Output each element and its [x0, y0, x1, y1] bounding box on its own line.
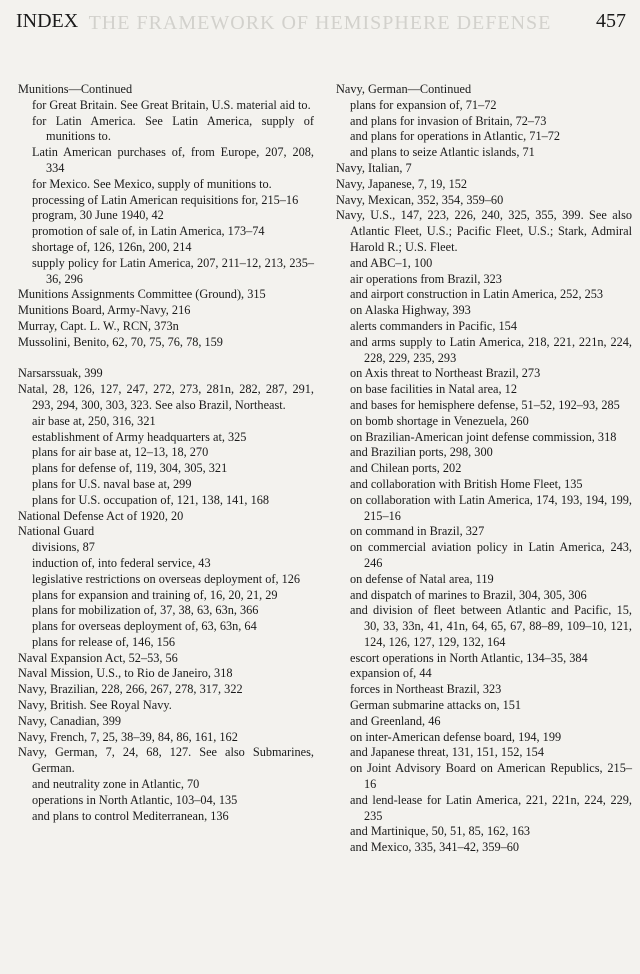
index-subentry: and collaboration with British Home Fleet, 135 — [350, 476, 583, 491]
index-entry: Navy, Brazilian, 228, 266, 267, 278, 317, 322 — [18, 682, 243, 697]
index-entry: Munitions—Continued — [18, 82, 133, 96]
index-subentry: on collaboration with Latin America, 174, 193, 194, 199, 215–16 — [350, 492, 632, 523]
page-number: 457 — [596, 10, 626, 32]
index-subentry: on defense of Natal area, 119 — [350, 571, 494, 586]
index-subentry: and plans to seize Atlantic islands, 71 — [350, 145, 535, 160]
index-entry: Navy, Japanese, 7, 19, 152 — [336, 176, 468, 191]
index-subentry: and airport construction in Latin America, 252, 253 — [350, 287, 604, 302]
index-subentry: German submarine attacks on, 151 — [350, 698, 522, 713]
index-subentry: plans for U.S. occupation of, 121, 138, 141, 168 — [32, 492, 270, 507]
index-entry: Navy, Canadian, 399 — [18, 713, 122, 728]
index-columns — [18, 82, 632, 856]
index-subentry: induction of, into federal service, 43 — [32, 555, 211, 570]
index-subentry: plans for release of, 146, 156 — [32, 634, 176, 649]
index-subentry: and bases for hemisphere defense, 51–52, 192–93, 285 — [350, 397, 620, 412]
index-entry: National Guard — [18, 524, 95, 539]
index-subentry: plans for air base at, 12–13, 18, 270 — [32, 445, 209, 460]
index-subentry: Latin American purchases of, from Europe, 207, 208, 334 — [32, 145, 314, 175]
index-entry: Mussolini, Benito, 62, 70, 75, 76, 78, 159 — [18, 334, 223, 349]
index-subentry: on Brazilian-American joint defense commission, 318 — [350, 429, 617, 444]
index-subentry: on Axis threat to Northeast Brazil, 273 — [350, 366, 541, 381]
index-entry: Navy, Mexican, 352, 354, 359–60 — [336, 192, 504, 207]
index-subentry: on base facilities in Natal area, 12 — [350, 382, 517, 397]
index-entry: Navy, Italian, 7 — [336, 160, 412, 175]
index-subentry: and plans to control Mediterranean, 136 — [32, 808, 229, 823]
index-subentry: processing of Latin American requisitions for, 215–16 — [32, 192, 299, 207]
index-subentry: plans for defense of, 119, 304, 305, 321 — [32, 461, 228, 476]
index-subentry: and Greenland, 46 — [350, 713, 441, 728]
index-subentry: and dispatch of marines to Brazil, 304, 305, 306 — [350, 587, 587, 602]
index-subentry: on bomb shortage in Venezuela, 260 — [350, 413, 529, 428]
index-subentry: legislative restrictions on overseas deployment of, 126 — [32, 571, 301, 586]
index-entry: Navy, British. See Royal Navy. — [18, 698, 172, 713]
index-subentry: and arms supply to Latin America, 218, 221, 221n, 224, 228, 229, 235, 293 — [350, 334, 632, 365]
index-subentry: and neutrality zone in Atlantic, 70 — [32, 777, 200, 792]
index-column-left — [18, 82, 326, 856]
index-subentry: plans for overseas deployment of, 63, 63n, 64 — [32, 619, 257, 634]
index-subentry: air base at, 250, 316, 321 — [32, 413, 156, 428]
index-subentry: alerts commanders in Pacific, 154 — [350, 318, 517, 333]
index-entry: Navy, French, 7, 25, 38–39, 84, 86, 161, 162 — [18, 729, 238, 744]
index-subentry: expansion of, 44 — [350, 666, 432, 681]
index-subentry: operations in North Atlantic, 103–04, 135 — [32, 792, 238, 807]
index-subentry: establishment of Army headquarters at, 325 — [32, 429, 247, 444]
index-subentry: plans for U.S. naval base at, 299 — [32, 476, 192, 491]
index-subentry: on Alaska Highway, 393 — [350, 303, 471, 318]
index-entry: National Defense Act of 1920, 20 — [18, 508, 184, 523]
index-subentry: program, 30 June 1940, 42 — [32, 208, 164, 223]
index-subentry: shortage of, 126, 126n, 200, 214 — [32, 239, 192, 254]
section-title: INDEX — [16, 10, 79, 32]
page-header — [16, 10, 626, 33]
bleed-through-running-head: THE FRAMEWORK OF HEMISPHERE DEFENSE — [88, 12, 552, 34]
index-subentry: and plans for operations in Atlantic, 71–72 — [350, 129, 561, 144]
index-subentry: for Latin America. See Latin America, supply of munitions to. — [32, 113, 314, 144]
index-subentry: and Chilean ports, 202 — [350, 461, 462, 476]
index-entry: Naval Expansion Act, 52–53, 56 — [18, 650, 178, 665]
index-subentry: on Joint Advisory Board on American Republics, 215–16 — [350, 761, 632, 792]
index-subentry: and division of fleet between Atlantic and Pacific, 15, 30, 33, 33n, 41, 41n, 64, 65, 67, 88–89, 109–10, 121, 124, 126, 127, 129, 132, 164 — [350, 603, 632, 649]
index-subentry: for Great Britain. See Great Britain, U.S. material aid to. — [32, 97, 311, 112]
index-entry: Navy, German—Continued — [336, 82, 472, 96]
index-subentry: plans for expansion of, 71–72 — [350, 97, 497, 112]
index-subentry: on command in Brazil, 327 — [350, 524, 485, 539]
index-subentry: and lend-lease for Latin America, 221, 221n, 224, 229, 235 — [350, 792, 632, 823]
index-subentry: on inter-American defense board, 194, 199 — [350, 729, 562, 744]
index-subentry: air operations from Brazil, 323 — [350, 271, 502, 286]
index-subentry: on commercial aviation policy in Latin America, 243, 246 — [350, 540, 632, 570]
index-subentry: divisions, 87 — [32, 540, 95, 555]
index-subentry: plans for mobilization of, 37, 38, 63, 63n, 366 — [32, 603, 259, 618]
index-subentry: and Mexico, 335, 341–42, 359–60 — [350, 840, 520, 855]
index-entry: Naval Mission, U.S., to Rio de Janeiro, 318 — [18, 666, 233, 681]
index-subentry: and Japanese threat, 131, 151, 152, 154 — [350, 745, 544, 760]
index-subentry: supply policy for Latin America, 207, 211–12, 213, 235–36, 296 — [32, 255, 314, 286]
index-entry: Navy, German, 7, 24, 68, 127. See also Submarines, German. — [18, 745, 314, 776]
index-subentry: for Mexico. See Mexico, supply of munitions to. — [32, 176, 272, 191]
index-column-right — [326, 82, 632, 856]
index-entry: Murray, Capt. L. W., RCN, 373n — [18, 318, 179, 333]
index-subentry: promotion of sale of, in Latin America, 173–74 — [32, 224, 265, 239]
index-subentry: and ABC–1, 100 — [350, 255, 433, 270]
index-subentry: and plans for invasion of Britain, 72–73 — [350, 113, 547, 128]
index-entry: Navy, U.S., 147, 223, 226, 240, 325, 355, 399. See also Atlantic Fleet, U.S.; Pacific Fleet, U.S.; Stark, Admiral Harold R.; U.S. Fleet. — [336, 208, 632, 254]
index-entry: Narsarssuak, 399 — [18, 366, 103, 381]
index-subentry: and Brazilian ports, 298, 300 — [350, 445, 493, 460]
index-entry: Natal, 28, 126, 127, 247, 272, 273, 281n, 282, 287, 291, 293, 294, 300, 303, 323. See also Brazil, Northeast. — [18, 382, 314, 412]
index-subentry: plans for expansion and training of, 16, 20, 21, 29 — [32, 587, 278, 602]
index-subentry: and Martinique, 50, 51, 85, 162, 163 — [350, 824, 530, 839]
index-entry: Munitions Board, Army-Navy, 216 — [18, 303, 191, 318]
index-entry: Munitions Assignments Committee (Ground), 315 — [18, 287, 266, 302]
index-subentry: escort operations in North Atlantic, 134–35, 384 — [350, 650, 588, 665]
index-subentry: forces in Northeast Brazil, 323 — [350, 682, 502, 697]
